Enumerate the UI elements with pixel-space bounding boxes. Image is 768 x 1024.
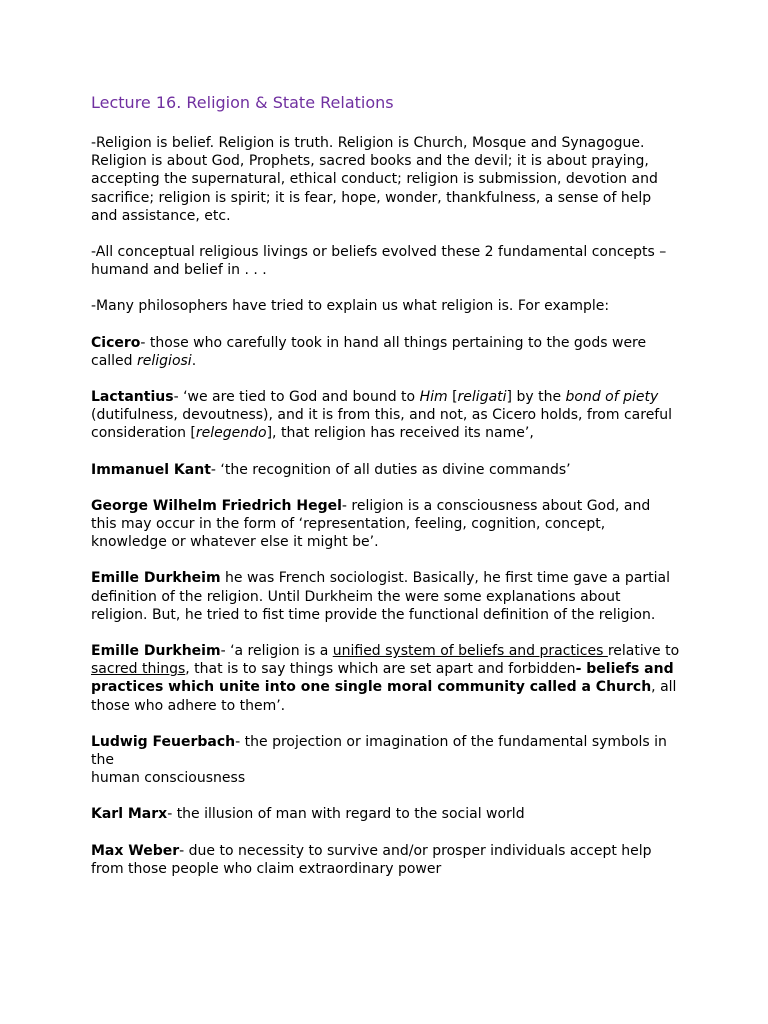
philosopher-name: Karl Marx <box>91 806 168 823</box>
definition-text: . <box>191 352 197 369</box>
lecture-title: Lecture 16. Religion & State Relations <box>91 93 394 112</box>
definition-text: relative to <box>607 643 680 660</box>
definition-text: - due to necessity to survive and/or prosper individuals accept help from those people who claim extraordinary power <box>91 842 652 877</box>
philosopher-name: Lactantius <box>91 389 174 406</box>
underlined-phrase: unified system of beliefs and practices <box>332 643 608 660</box>
definition-kant <box>91 461 680 479</box>
definition-text: , that is to say things which are set apart and forbidden <box>185 661 576 678</box>
definition-text: he was French sociologist. Basically, he first time gave a partial definition of the religion. Until Durkheim the were some explanations about religion. But, he tried to fist time provide the functional definition of the religion. <box>91 570 670 623</box>
paragraph-philosophers: -Many philosophers have tried to explain us what religion is. For example: <box>91 298 610 315</box>
latin-term: religiosi <box>137 352 192 369</box>
definition-hegel <box>91 497 680 552</box>
definition-text: - ‘a religion is a <box>220 643 333 660</box>
paragraph-conceptual: -All conceptual religious livings or beliefs evolved these 2 fundamental concepts – humand and belief in . . . <box>91 244 667 279</box>
definition-text: - ‘the recognition of all duties as divine commands’ <box>210 461 571 478</box>
definition-text: ], that religion has received its name’, <box>266 425 534 442</box>
definition-feuerbach <box>91 733 680 788</box>
definition-weber <box>91 842 680 878</box>
italic-term: Him <box>419 389 448 406</box>
philosopher-name: Max Weber <box>91 842 180 859</box>
definition-text: - those who carefully took in hand all things pertaining to the gods were called <box>91 334 647 369</box>
paragraph-durkheim-intro <box>91 569 680 624</box>
philosopher-name: Immanuel Kant <box>91 461 211 478</box>
definition-text: , all those who adhere to them’. <box>91 679 677 714</box>
definition-marx <box>91 805 680 823</box>
philosopher-name: George Wilhelm Friedrich Hegel <box>91 497 342 514</box>
definition-text: - ‘we are tied to God and bound to <box>173 389 420 406</box>
definition-durkheim <box>91 642 680 715</box>
definition-text: - religion is a consciousness about God, and this may occur in the form of ‘representation, feeling, cognition, concept, knowledge or whatever else it might be’. <box>91 497 651 551</box>
philosopher-name: Emille Durkheim <box>91 570 221 587</box>
definition-text: human consciousness <box>91 770 246 787</box>
definition-text: (dutifulness, devoutness), and it is from this, and not, as Cicero holds, from careful consideration [ <box>91 407 672 442</box>
definition-text: [ <box>447 389 458 406</box>
definition-cicero <box>91 334 680 370</box>
underlined-phrase: sacred things <box>91 661 186 678</box>
definition-text: - the illusion of man with regard to the social world <box>167 806 525 823</box>
philosopher-name: Ludwig Feuerbach <box>91 733 236 750</box>
philosopher-name: Cicero <box>91 334 141 351</box>
latin-term: relegendo <box>195 425 267 442</box>
paragraph-religion-is: -Religion is belief. Religion is truth. Religion is Church, Mosque and Synagogue. Religion is about God, Prophets, sacred books and the devil; it is about praying, accepting the supernatural, ethical conduct; religion is submission, devotion and sacrifice; religion is spirit; it is fear, hope, wonder, thankfulness, a sense of help and assistance, etc. <box>91 135 658 224</box>
italic-term: bond of piety <box>565 389 659 406</box>
philosopher-name: Emille Durkheim <box>91 643 221 660</box>
definition-text: ] by the <box>506 389 566 406</box>
latin-term: religati <box>457 389 507 406</box>
definition-lactantius <box>91 388 680 443</box>
bold-phrase: - beliefs and practices which unite into one single moral community called a Church <box>91 661 674 696</box>
definition-text: - the projection or imagination of the fundamental symbols in the <box>91 733 667 769</box>
